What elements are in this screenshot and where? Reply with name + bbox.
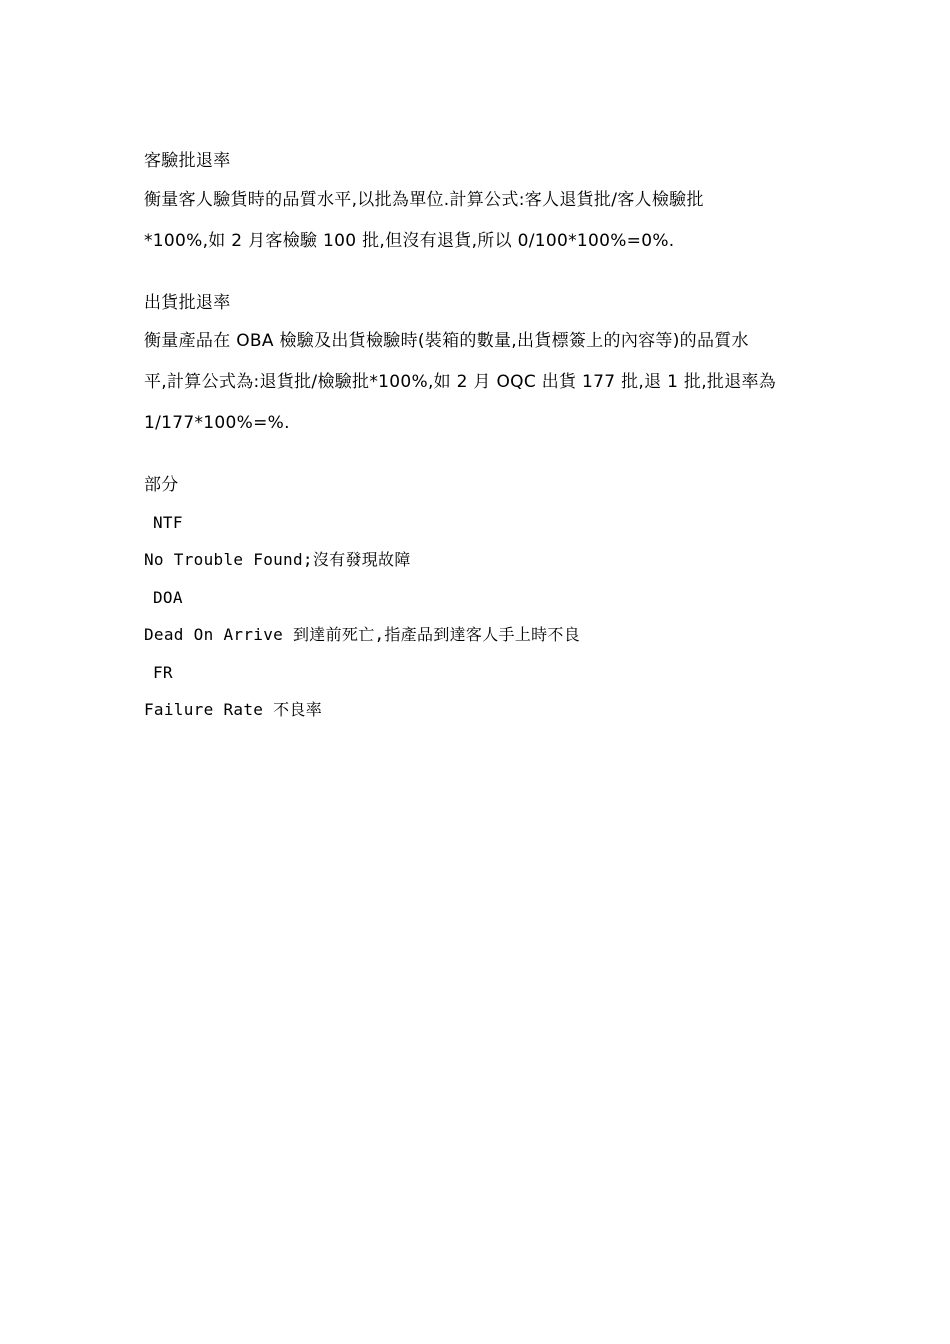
glossary-def-fr: Failure Rate 不良率: [144, 700, 323, 719]
customer-batch-reject-line-1: 衡量客人驗貨時的品質水平,以批為單位.計算公式:客人退貨批/客人檢驗批: [144, 190, 704, 210]
glossary-def-ntf: No Trouble Found;沒有發現故障: [144, 550, 411, 569]
heading-shipment-batch-reject: 出貨批退率: [144, 293, 231, 313]
glossary-abbr-ntf: NTF: [153, 513, 183, 532]
glossary-abbr-doa: DOA: [153, 588, 183, 607]
heading-glossary: 部分: [144, 475, 179, 495]
glossary-def-doa: Dead On Arrive 到達前死亡,指產品到達客人手上時不良: [144, 625, 581, 644]
shipment-batch-reject-line-2: 平,計算公式為:退貨批/檢驗批*100%,如 2 月 OQC 出貨 177 批,退 1 批,批退率為: [144, 372, 777, 392]
glossary-abbr-fr: FR: [153, 663, 173, 682]
shipment-batch-reject-line-1: 衡量產品在 OBA 檢驗及出貨檢驗時(裝箱的數量,出貨標簽上的內容等)的品質水: [144, 331, 749, 351]
heading-customer-batch-reject: 客驗批退率: [144, 151, 231, 171]
customer-batch-reject-line-2: *100%,如 2 月客檢驗 100 批,但沒有退貨,所以 0/100*100%=0%.: [144, 231, 675, 251]
shipment-batch-reject-line-3: 1/177*100%=%.: [144, 413, 290, 433]
